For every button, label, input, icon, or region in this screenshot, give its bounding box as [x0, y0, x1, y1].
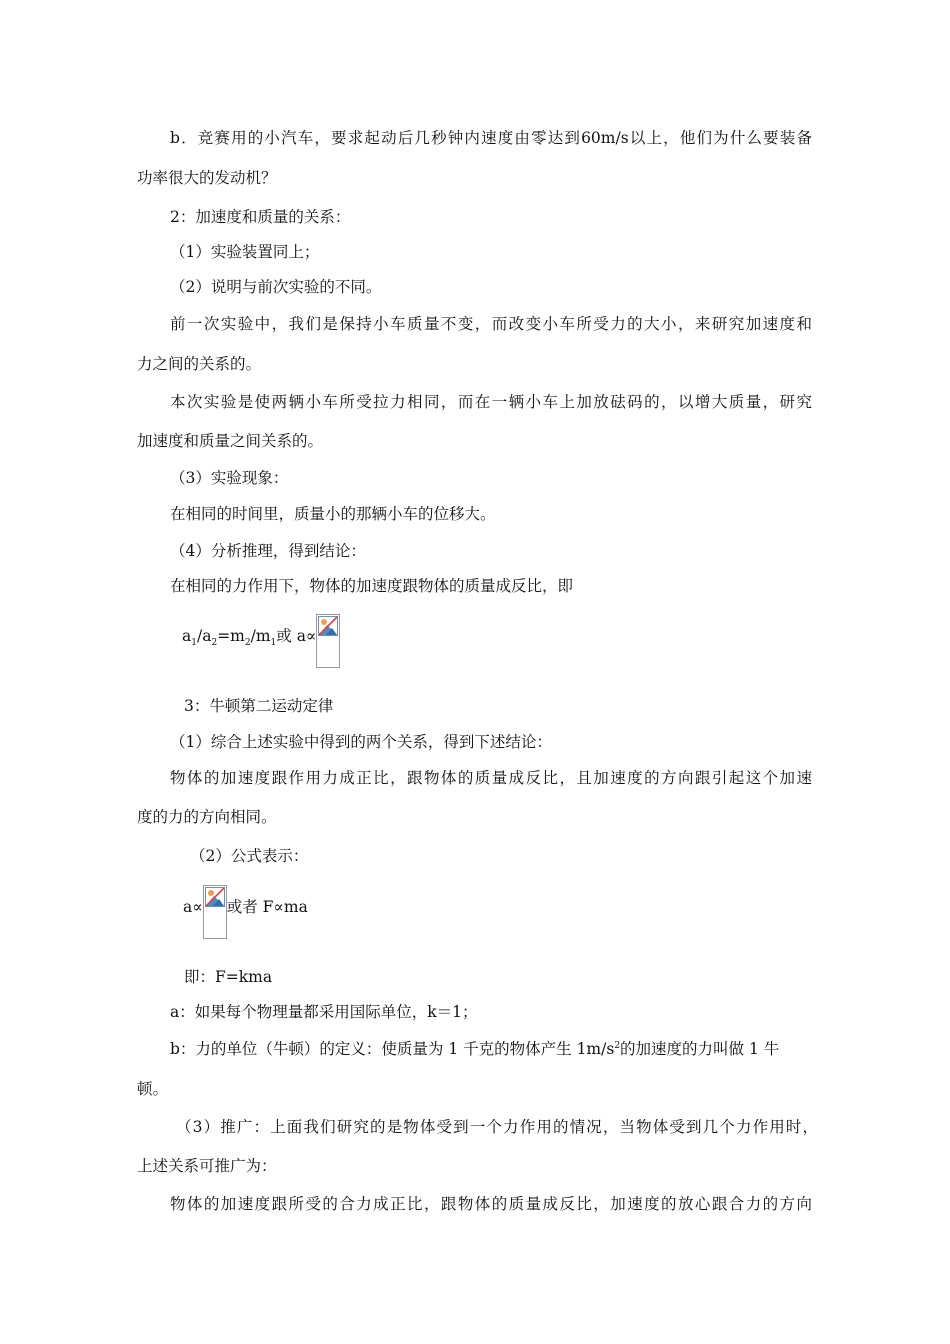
list-item: （3）实验现象：	[170, 469, 289, 487]
paragraph-line: 度的力的方向相同。	[137, 808, 277, 826]
paragraph-line: 上述关系可推广为：	[137, 1157, 277, 1175]
formula-line	[182, 626, 340, 668]
formula-line	[183, 897, 308, 939]
paragraph-line: 前一次实验中，我们是保持小车质量不变，而改变小车所受力的大小，来研究加速度和	[170, 315, 812, 333]
broken-image-icon	[203, 885, 227, 939]
paragraph-line: 功率很大的发动机？	[137, 169, 277, 187]
paragraph-line: b．竞赛用的小汽车，要求起动后几秒钟内速度由零达到60m/s以上，他们为什么要装备	[170, 129, 812, 147]
paragraph-line: 本次实验是使两辆小车所受拉力相同，而在一辆小车上加放砝码的，以增大质量，研究	[170, 393, 812, 411]
list-item: （2）公式表示：	[190, 847, 309, 865]
paragraph-line: 物体的加速度跟所受的合力成正比，跟物体的质量成反比，加速度的放心跟合力的方向	[170, 1195, 812, 1213]
paragraph-line: 即：F=kma	[184, 968, 273, 986]
superscript: 2	[614, 1040, 621, 1051]
list-item: （1）综合上述实验中得到的两个关系，得到下述结论：	[170, 733, 552, 751]
paragraph-line: 力之间的关系的。	[137, 355, 262, 373]
formula-text: 或者 F∝ma	[226, 898, 308, 916]
paragraph-line: （3）推广：上面我们研究的是物体受到一个力作用的情况，当物体受到几个力作用时，	[176, 1118, 818, 1136]
formula-text: /a	[196, 627, 212, 645]
subscript: 1	[270, 638, 277, 649]
list-item: （2）说明与前次实验的不同。	[170, 278, 382, 296]
paragraph-line: 在相同的时间里，质量小的那辆小车的位移大。	[170, 505, 496, 523]
paragraph-line: 顿。	[137, 1080, 169, 1098]
subscript: 2	[244, 638, 251, 649]
formula-text: a∝	[183, 898, 203, 916]
subscript: 1	[191, 638, 197, 649]
section-heading: 2：加速度和质量的关系：	[170, 208, 351, 226]
formula-text: a	[182, 627, 192, 645]
formula-text: /m	[250, 627, 271, 645]
formula-text: 或 a∝	[276, 627, 317, 645]
line-text: 的加速度的力叫做 1 牛	[620, 1040, 780, 1058]
paragraph-line	[170, 1039, 779, 1059]
line-text: b：力的单位（牛顿）的定义：使质量为 1 千克的物体产生 1m/s	[170, 1040, 615, 1058]
paragraph-line: 加速度和质量之间关系的。	[137, 432, 324, 450]
list-item: （1）实验装置同上；	[170, 243, 320, 261]
paragraph-line: a：如果每个物理量都采用国际单位，k＝1；	[170, 1003, 478, 1021]
list-item: （4）分析推理，得到结论：	[170, 542, 366, 560]
formula-text: =m	[217, 627, 245, 645]
section-heading: 3：牛顿第二运动定律	[184, 697, 334, 715]
subscript: 2	[211, 638, 218, 649]
broken-image-icon	[316, 614, 340, 668]
paragraph-line: 在相同的力作用下，物体的加速度跟物体的质量成反比，即	[170, 577, 574, 595]
paragraph-line: 物体的加速度跟作用力成正比，跟物体的质量成反比，且加速度的方向跟引起这个加速	[170, 769, 812, 787]
